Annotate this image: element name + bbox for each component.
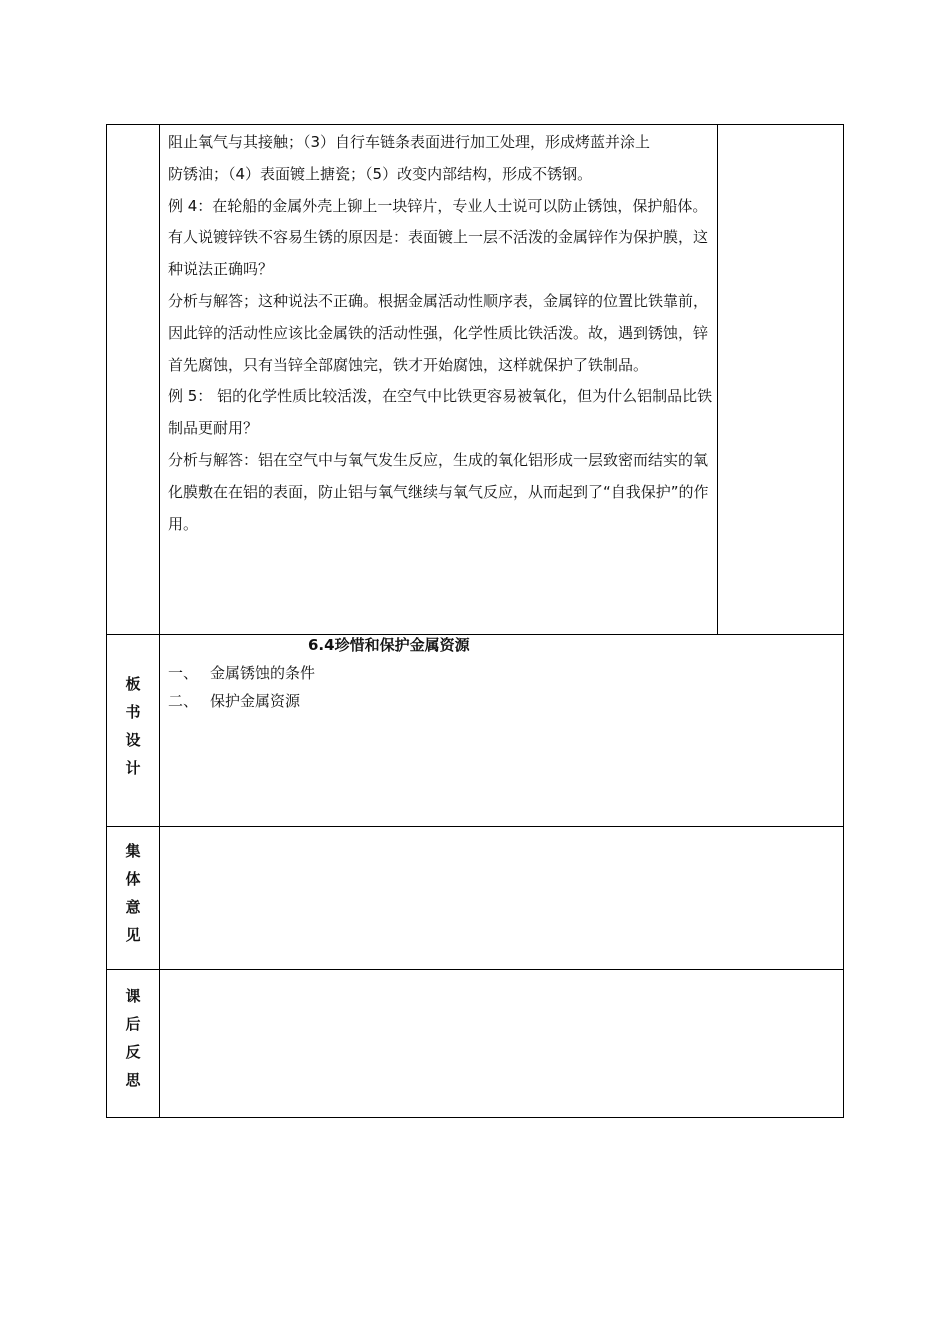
row-divider-collective xyxy=(106,826,844,827)
collective-opinion-label: 集 体 意 见 xyxy=(125,842,141,944)
row-divider-board xyxy=(106,634,844,635)
label-column-divider xyxy=(159,124,160,1118)
paragraph-prevent-rust-2: 防锈油；（4）表面镀上搪瓷；（5）改变内部结构，形成不锈钢。 xyxy=(168,164,593,183)
table-right-border xyxy=(843,124,844,1118)
notes-column-divider xyxy=(717,124,718,635)
paragraph-analysis-4: 分析与解答；这种说法不正确。根据金属活动性顺序表，金属锌的位置比铁靠前，因此锌的活动性应该比金属铁的活动性强，化学性质比铁活泼。故，遇到锈蚀，锌首先腐蚀，只有当锌全部腐蚀完，铁才开始腐蚀，这样就保护了铁制品。 xyxy=(168,291,709,374)
paragraph-example-4: 例 4：在轮船的金属外壳上铆上一块锌片，专业人士说可以防止锈蚀，保护船体。有人说镀锌铁不容易生锈的原因是：表面镀上一层不活泼的金属锌作为保护膜，这种说法正确吗？ xyxy=(168,196,709,279)
board-design-label: 板 书 设 计 xyxy=(125,675,141,777)
lesson-content xyxy=(168,127,713,540)
row-divider-reflection xyxy=(106,969,844,970)
table-bottom-border xyxy=(106,1117,844,1118)
table-top-border xyxy=(106,124,844,125)
paragraph-prevent-rust-1: 阻止氧气与其接触；（3）自行车链条表面进行加工处理，形成烤蓝并涂上 xyxy=(168,133,651,151)
paragraph-analysis-5: 分析与解答：铝在空气中与氧气发生反应，生成的氧化铝形成一层致密而结实的氧化膜敷在在铝的表面，防止铝与氧气继续与氧气反应，从而起到了“自我保护”的作用。 xyxy=(168,450,709,533)
board-title: 6.4珍惜和保护金属资源 xyxy=(308,636,470,654)
board-item-1: 一、 金属锈蚀的条件 xyxy=(168,664,316,682)
after-class-reflection-label: 课 后 反 思 xyxy=(125,987,141,1089)
paragraph-example-5: 例 5： 铝的化学性质比较活泼，在空气中比铁更容易被氧化，但为什么铝制品比铁制品更耐用？ xyxy=(168,387,713,438)
table-left-border xyxy=(106,124,107,1118)
board-item-2: 二、 保护金属资源 xyxy=(168,692,301,710)
